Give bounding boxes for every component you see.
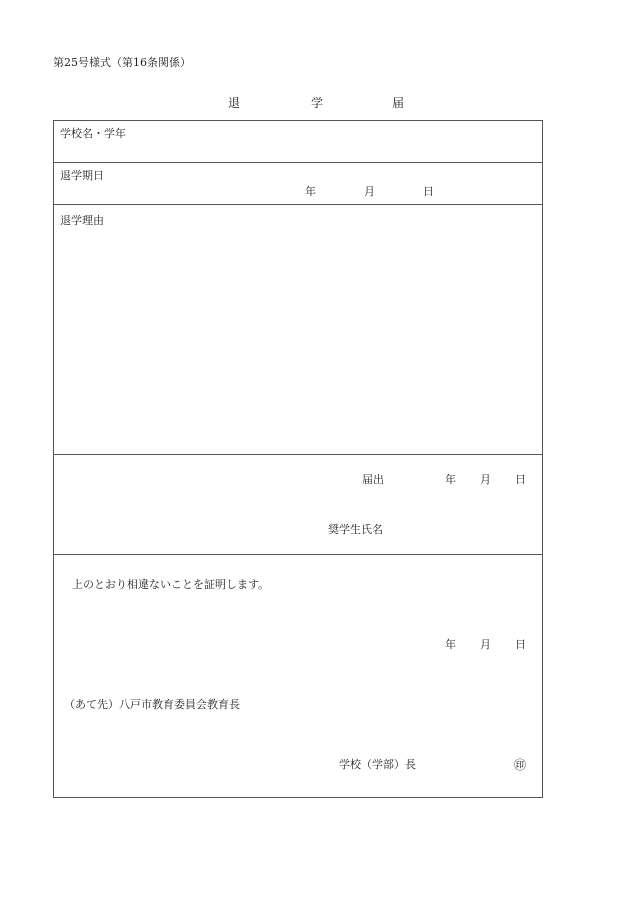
submission-month-unit: 月 — [480, 473, 491, 486]
title-char-3: 届 — [392, 96, 405, 110]
row-divider-2 — [53, 204, 543, 205]
form-frame — [53, 120, 543, 798]
row-divider-1 — [53, 162, 543, 163]
row-divider-3 — [53, 454, 543, 455]
school-grade-label: 学校名・学年 — [60, 127, 126, 140]
certification-statement: 上のとおり相違ないことを証明します。 — [72, 578, 270, 591]
seal-icon: ㊞ — [514, 758, 527, 772]
submission-year-unit: 年 — [445, 473, 456, 486]
certification-month-unit: 月 — [480, 638, 491, 651]
reason-label: 退学理由 — [60, 214, 104, 227]
row-divider-4 — [53, 554, 543, 555]
submission-day-unit: 日 — [515, 473, 526, 486]
principal-label: 学校（学部）長 — [339, 758, 416, 771]
student-name-label: 奨学生氏名 — [328, 523, 383, 536]
withdraw-date-month-unit: 月 — [364, 185, 375, 198]
addressee: （あて先）八戸市教育委員会教育長 — [64, 698, 240, 711]
form-number: 第25号様式（第16条関係） — [53, 56, 191, 69]
withdraw-date-label: 退学期日 — [60, 169, 104, 182]
title-char-1: 退 — [228, 96, 241, 110]
title-char-2: 学 — [311, 96, 324, 110]
reason-field[interactable] — [54, 232, 542, 452]
withdraw-date-year-unit: 年 — [305, 185, 316, 198]
submission-label: 届出 — [362, 473, 384, 486]
school-grade-field[interactable] — [54, 121, 542, 162]
withdraw-date-day-unit: 日 — [423, 185, 434, 198]
certification-day-unit: 日 — [515, 638, 526, 651]
certification-year-unit: 年 — [445, 638, 456, 651]
